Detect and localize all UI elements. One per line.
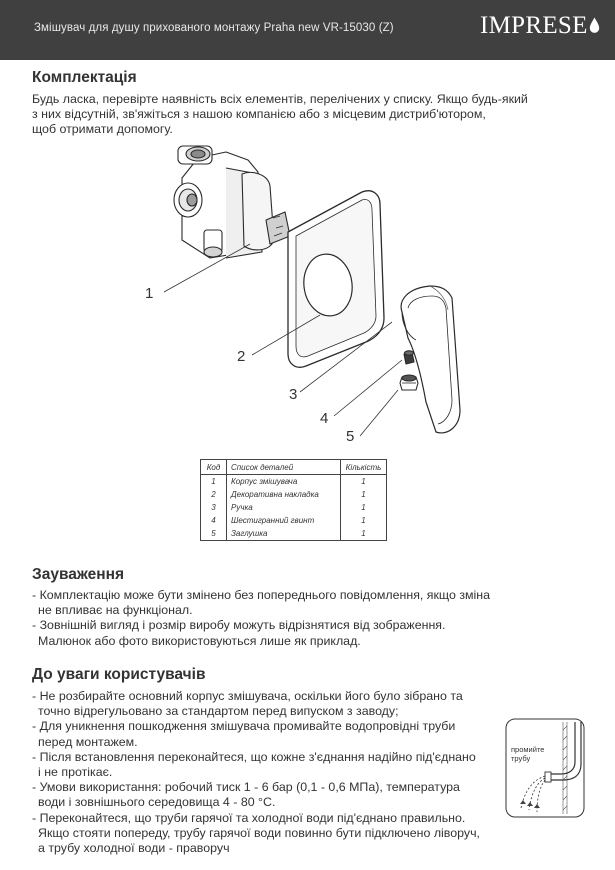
note-line: перед монтажем.	[38, 734, 138, 749]
list-item	[32, 689, 502, 719]
remarks-list	[32, 588, 592, 649]
product-title: Змішувач для душу прихованого монтажу Praha new VR-15030 (Z)	[34, 22, 394, 34]
part-name: Ручка	[227, 501, 341, 514]
callout-1: 1	[145, 285, 154, 302]
part-qty: 1	[341, 475, 387, 489]
part-name: Декоративна накладка	[227, 488, 341, 501]
part-qty: 1	[341, 514, 387, 527]
list-item	[32, 618, 592, 648]
col-name: Список деталей	[227, 460, 341, 475]
part-name: Заглушка	[227, 527, 341, 541]
list-item	[32, 588, 592, 618]
callout-5: 5	[346, 428, 355, 445]
note-line: - Переконайтеся, що труби гарячої та холодної води під'єднано правильно.	[32, 810, 466, 825]
remark-line: Малюнок або фото використовуються лише як приклад.	[38, 633, 361, 648]
table-row	[201, 501, 387, 514]
note-line: а трубу холодної води - праворуч	[38, 841, 230, 856]
brand-logo	[480, 12, 600, 40]
attention-list	[32, 689, 502, 856]
remark-line: не впливає на функціонал.	[38, 603, 193, 618]
remark-line: - Комплектацію може бути змінено без попереднього повідомлення, якщо зміна	[32, 588, 491, 602]
note-line: води і зовнішнього середовища 4 - 80 °C.	[38, 795, 276, 810]
col-code: Код	[201, 460, 227, 475]
note-line: Якщо стояти попереду, трубу гарячої води повинно бути підключено ліворуч,	[38, 825, 480, 840]
list-item	[32, 750, 502, 780]
cap-plug-part	[400, 375, 418, 390]
part-code: 2	[201, 488, 227, 501]
part-qty: 1	[341, 501, 387, 514]
figure-label-line: промийте	[511, 745, 545, 754]
brand-name: IMPRESE	[480, 12, 588, 39]
note-line: - Умови використання: робочий тиск 1 - 6 бар (0,1 - 0,6 МПа), температура	[32, 780, 460, 795]
remark-line: - Зовнішній вигляд і розмір виробу можуть відрізнятися від зображення.	[32, 618, 446, 633]
note-line: - Після встановлення переконайтеся, що кожне з'єднання надійно під'єднано	[32, 749, 476, 764]
list-item	[32, 780, 502, 810]
callout-3: 3	[289, 386, 298, 403]
callout-4: 4	[320, 410, 329, 427]
kit-heading: Комплектація	[32, 69, 137, 86]
note-line: - Не розбирайте основний корпус змішувача, оскільки його було зібрано та	[32, 689, 463, 703]
part-code: 3	[201, 501, 227, 514]
part-name: Корпус змішувача	[227, 475, 341, 489]
kit-intro	[32, 92, 592, 137]
list-item	[32, 811, 502, 857]
header-bar	[0, 0, 615, 60]
table-row	[201, 527, 387, 541]
flush-pipe-figure	[505, 718, 585, 818]
note-line: - Для уникнення пошкодження змішувача промивайте водопровідні труби	[32, 719, 456, 734]
hex-screw-part	[404, 351, 414, 364]
note-line: точно відрегульовано за стандартом перед випуском з заводу;	[38, 704, 399, 719]
cover-plate-part	[288, 191, 384, 368]
mixer-body-part	[174, 146, 290, 258]
figure-label-line: трубу	[511, 754, 531, 763]
kit-line: Будь ласка, перевірте наявність всіх елементів, перелічених у списку. Якщо будь-який	[32, 92, 528, 106]
note-line: і не протікає.	[38, 765, 113, 780]
drop-icon	[589, 17, 600, 34]
parts-table-header	[201, 460, 387, 475]
part-name: Шестигранний гвинт	[227, 514, 341, 527]
part-code: 1	[201, 475, 227, 489]
parts-table	[200, 459, 387, 541]
part-code: 5	[201, 527, 227, 541]
table-row	[201, 514, 387, 527]
remarks-heading: Зауваження	[32, 566, 125, 583]
part-qty: 1	[341, 488, 387, 501]
table-row	[201, 488, 387, 501]
part-qty: 1	[341, 527, 387, 541]
col-qty: Кількість	[341, 460, 387, 475]
list-item	[32, 719, 502, 749]
kit-line: з них відсутній, зв'яжіться з нашою компанією або з місцевим дистриб'ютором,	[32, 107, 486, 121]
exploded-view-drawing	[140, 140, 480, 450]
attention-heading: До уваги користувачів	[32, 666, 206, 683]
table-row	[201, 475, 387, 489]
kit-line: щоб отримати допомогу.	[32, 122, 173, 136]
part-code: 4	[201, 514, 227, 527]
callout-2: 2	[237, 348, 246, 365]
